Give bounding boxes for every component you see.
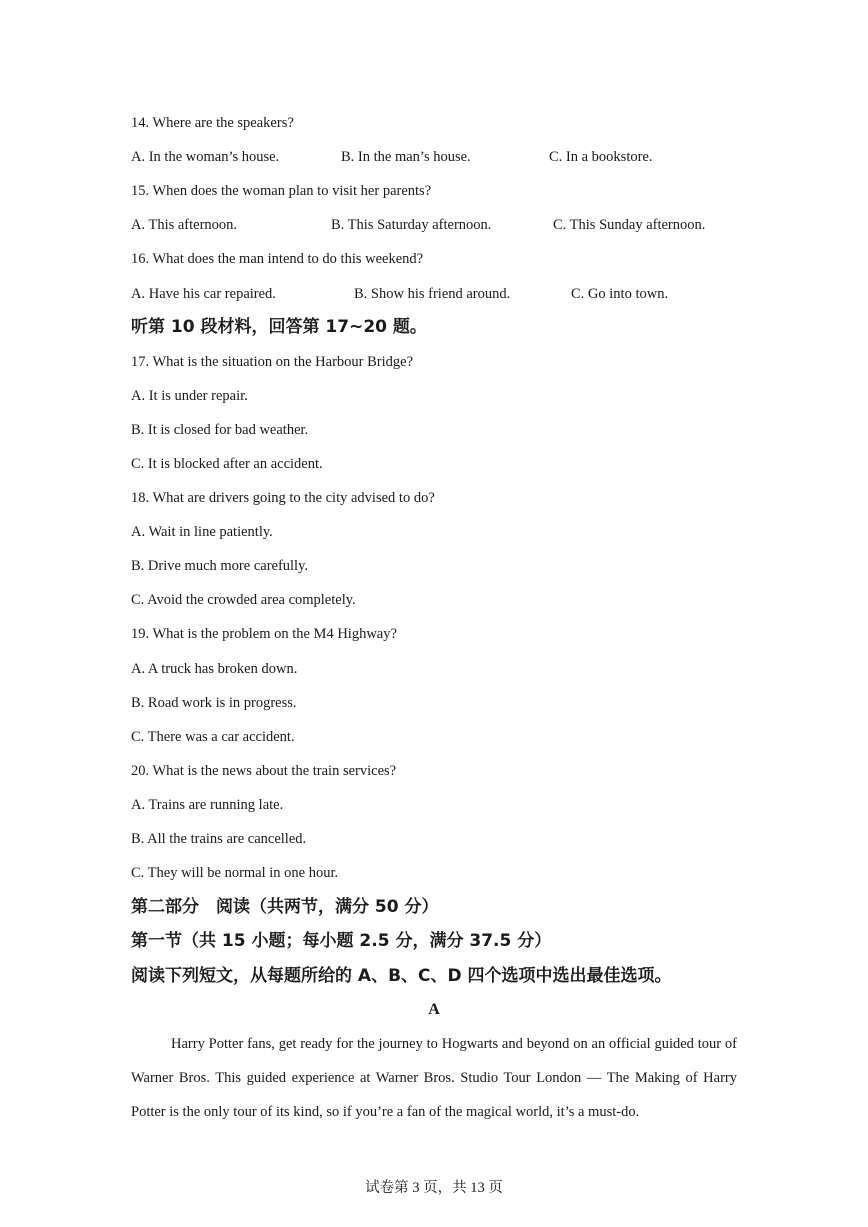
question-16-option-c: C. Go into town. [571, 286, 669, 302]
question-15-option-b: B. This Saturday afternoon. [331, 217, 492, 233]
question-18-stem: 18. What are drivers going to the city advised to do? [131, 490, 435, 506]
question-15-option-a: A. This afternoon. [131, 217, 238, 233]
section-1-heading: 第一节（共 15 小题；每小题 2.5 分，满分 37.5 分） [131, 931, 552, 951]
question-15-stem: 15. When does the woman plan to visit her parents? [131, 183, 432, 199]
question-20-option-a: A. Trains are running late. [131, 797, 284, 813]
question-16-stem: 16. What does the man intend to do this weekend? [131, 251, 424, 267]
question-20-stem: 20. What is the news about the train services? [131, 763, 397, 779]
question-14-option-a: A. In the woman’s house. [131, 149, 280, 165]
question-19-option-c: C. There was a car accident. [131, 729, 295, 745]
passage-paragraph: Harry Potter fans, get ready for the journey to Hogwarts and beyond on an official guided tour of Warner Bros. This guided experience at Warner Bros. Studio Tour London — The Making of Harry Potter is the only tour of its kind, so if you’re a fan of the magical world, it’s a must-do. [131, 1036, 737, 1120]
question-16-option-b: B. Show his friend around. [354, 286, 511, 302]
section-10-heading: 听第 10 段材料，回答第 17~20 题。 [131, 317, 427, 337]
question-16-option-a: A. Have his car repaired. [131, 286, 276, 302]
question-17-option-a: A. It is under repair. [131, 388, 248, 404]
page-footer: 试卷第 3 页，共 13 页 [365, 1180, 503, 1196]
question-20-option-b: B. All the trains are cancelled. [131, 831, 307, 847]
question-14-stem: 14. Where are the speakers? [131, 115, 294, 131]
question-17-option-b: B. It is closed for bad weather. [131, 422, 309, 438]
question-19-option-a: A. A truck has broken down. [131, 661, 298, 677]
question-14-option-c: C. In a bookstore. [549, 149, 653, 165]
question-19-stem: 19. What is the problem on the M4 Highway? [131, 626, 397, 642]
question-14-option-b: B. In the man’s house. [341, 149, 471, 165]
question-18-option-a: A. Wait in line patiently. [131, 524, 273, 540]
question-19-option-b: B. Road work is in progress. [131, 695, 297, 711]
question-17-stem: 17. What is the situation on the Harbour Bridge? [131, 354, 414, 370]
question-18-option-c: C. Avoid the crowded area completely. [131, 592, 356, 608]
question-17-option-c: C. It is blocked after an accident. [131, 456, 323, 472]
question-18-option-b: B. Drive much more carefully. [131, 558, 309, 574]
part-2-title: 第二部分 阅读（共两节，满分 50 分） [131, 897, 439, 917]
question-20-option-c: C. They will be normal in one hour. [131, 865, 339, 881]
reading-instruction: 阅读下列短文，从每题所给的 A、B、C、D 四个选项中选出最佳选项。 [131, 966, 672, 986]
passage-label: A [428, 1001, 440, 1018]
question-15-option-c: C. This Sunday afternoon. [553, 217, 706, 233]
